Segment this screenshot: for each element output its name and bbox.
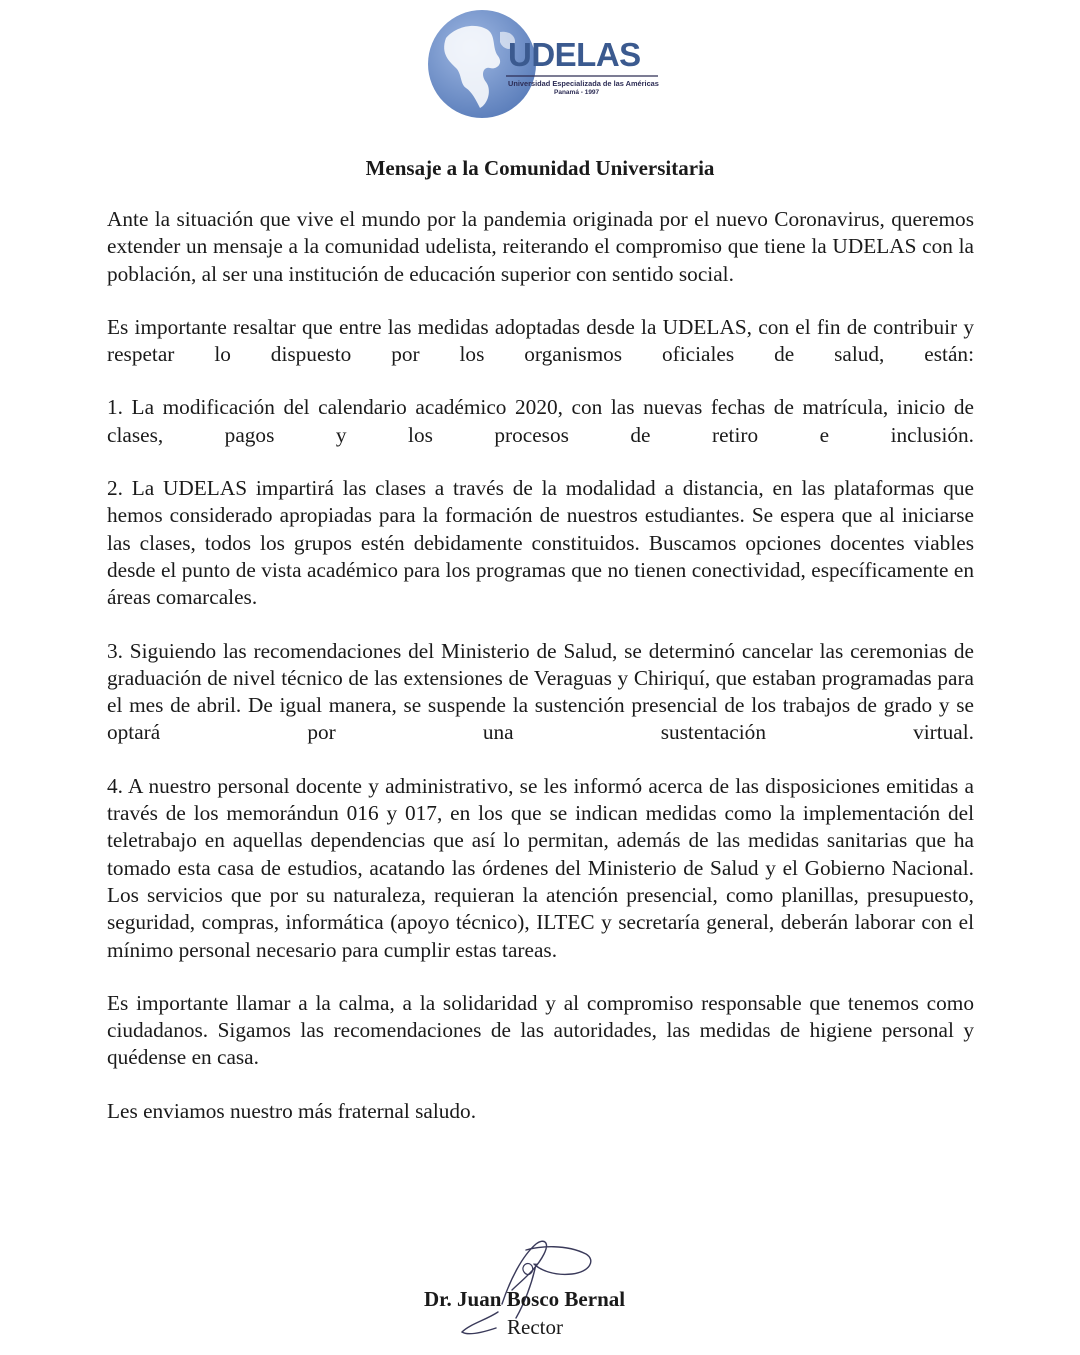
- paragraph-item-2: 2. La UDELAS impartirá las clases a través de la modalidad a distancia, en las plataformas que hemos considerado apropiadas para la formación de nuestros estudiantes. Se espera que al iniciarse las clases, todos los grupos estén debidamente constituidos. Buscamos opciones docentes viables desde el punto de vista académico para los programas que no tienen conectividad, específicamente en áreas comarcales.: [107, 476, 974, 610]
- paragraph-intro: Ante la situación que vive el mundo por la pandemia originada por el nuevo Coronavirus, queremos extender un mensaje a la comunidad udelista, reiterando el compromiso que tiene la UDELAS con la población, al ser una institución de educación superior con sentido social.: [107, 207, 974, 286]
- document-title: Mensaje a la Comunidad Universitaria: [365, 156, 715, 180]
- logo-place: Panamá - 1997: [554, 89, 600, 96]
- paragraph-item-3: 3. Siguiendo las recomendaciones del Ministerio de Salud, se determinó cancelar las ceremonias de graduación de nivel técnico de las extensiones de Veraguas y Chiriquí, que estaban programadas para el mes de abril. De igual manera, se suspende la sustención presencial de los trabajos de grado y se optará por una sustentación virtual.: [107, 638, 974, 745]
- paragraph-measures-intro: Es importante resaltar que entre las medidas adoptadas desde la UDELAS, con el fin de contribuir y respetar lo dispuesto por los organismos oficiales de salud, están:: [107, 314, 974, 367]
- paragraph-greeting: Les enviamos nuestro más fraternal saludo.: [107, 1098, 477, 1123]
- paragraph-closing: Es importante llamar a la calma, a la solidaridad y al compromiso responsable que tenemos como ciudadanos. Sigamos las recomendaciones de las autoridades, las medidas de higiene personal y quédense en casa.: [107, 990, 974, 1070]
- message-body: [107, 206, 974, 1151]
- signer-role: Rector: [507, 1315, 563, 1339]
- signer-name: Dr. Juan Bosco Bernal: [424, 1287, 626, 1311]
- udelas-logo: [426, 8, 662, 120]
- logo-subtitle: Universidad Especializada de las Américas: [508, 79, 659, 88]
- logo-name: UDELAS: [508, 36, 641, 73]
- paragraph-item-1: 1. La modificación del calendario académico 2020, con las nuevas fechas de matrícula, inicio de clases, pagos y los procesos de retiro e inclusión.: [107, 395, 974, 447]
- paragraph-item-4: 4. A nuestro personal docente y administrativo, se les informó acerca de las disposiciones emitidas a través de los memorándun 016 y 017, en los que se indican medidas como la implementación del teletrabajo en aquellas dependencias que así lo permitan, además de las medidas sanitarias que ha tomado esta casa de estudios, acatando las órdenes del Ministerio de Salud y el Gobierno Nacional. Los servicios que por su naturaleza, requieran la atención presencial, como planillas, presupuesto, seguridad, compras, informática (apoyo técnico), ILTEC y secretaría general, deberán laborar con el mínimo personal necesario para cumplir estas tareas.: [107, 773, 974, 962]
